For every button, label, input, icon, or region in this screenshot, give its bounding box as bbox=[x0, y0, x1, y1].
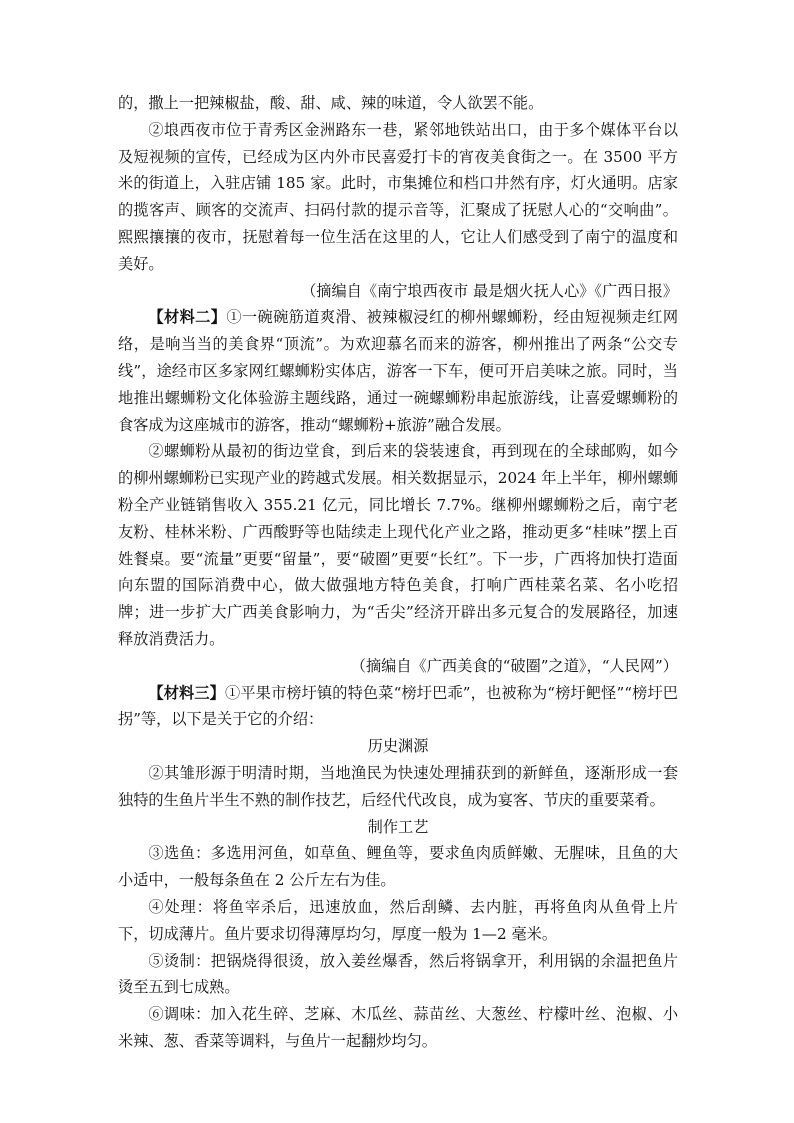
material-two-text: ①一碗碗筋道爽滑、被辣椒浸红的柳州螺蛳粉，经由短视频走红网络，是响当当的美食界“顶流”。为欢迎慕名而来的游客，柳州推出了两条“公交专线”，途经市区多家网红螺蛳粉实体店，游客一下车，便可开启美味之旅。同时，当地推出螺蛳粉文化体验游主题线路，通过一碗螺蛳粉串起旅游线，让喜爱螺蛳粉的食客成为这座城市的游客，推动“螺蛳粉+旅游”融合发展。 bbox=[118, 308, 679, 434]
document-body bbox=[118, 90, 678, 1055]
paragraph-select-fish: ③选鱼：多选用河鱼，如草鱼、鲤鱼等，要求鱼肉质鲜嫩、无腥味，且鱼的大小适中，一般每条鱼在 2 公斤左右为佳。 bbox=[118, 844, 678, 890]
paragraph-material-two-1 bbox=[118, 304, 678, 438]
paragraph-process: ④处理：将鱼宰杀后，迅速放血，然后刮鳞、去内脏，再将鱼肉从鱼骨上片下，切成薄片。鱼片要求切得薄厚均匀，厚度一般为 1—2 毫米。 bbox=[118, 897, 678, 943]
paragraph-material-two-2: ②螺蛳粉从最初的街边堂食，到后来的袋装速食，再到现在的全球邮购，如今的柳州螺蛳粉已实现产业的跨越式发展。相关数据显示，2024 年上半年，柳州螺蛳粉全产业链销售收入 355.21 亿元，同比增长 7.7%。继柳州螺蛳粉之后，南宁老友粉、桂林米粉、广西酸野等也陆续走上现代化产业之路，推动更多“桂味”摆上百姓餐桌。要“流量”更要“留量”，要“破圈”更要“长红”。下一步，广西将加快打造面向东盟的国际消费中心，做大做强地方特色美食，打响广西桂菜名菜、名小吃招牌；进一步扩大广西美食影响力，为“舌尖”经济开辟出多元复合的发展路径，加速释放消费活力。 bbox=[118, 442, 678, 648]
paragraph-history: ②其雏形源于明清时期，当地渔民为快速处理捕获到的新鲜鱼，逐渐形成一套独特的生鱼片半生不熟的制作技艺，后经代代改良，成为宴客、节庆的重要菜肴。 bbox=[118, 763, 678, 809]
paragraph-material-three-1 bbox=[118, 680, 678, 734]
paragraph-season: ⑥调味：加入花生碎、芝麻、木瓜丝、蒜苗丝、大葱丝、柠檬叶丝、泡椒、小米辣、葱、香菜等调料，与鱼片一起翻炒均匀。 bbox=[118, 1005, 678, 1050]
material-two-label: 【材料二】 bbox=[148, 308, 227, 327]
material-three-label: 【材料三】 bbox=[148, 683, 226, 702]
source-citation-1: （摘编自《南宁埌西夜市 最是烟火抚人心》《广西日报》 bbox=[301, 281, 678, 300]
heading-craft: 制作工艺 bbox=[367, 817, 429, 836]
paragraph-continuation: 的，撒上一把辣椒盐，酸、甜、咸、辣的味道，令人欲罢不能。 bbox=[118, 94, 544, 112]
paragraph-night-market: ②埌西夜市位于青秀区金洲路东一巷，紧邻地铁站出口，由于多个媒体平台以及短视频的宣传，已经成为区内外市民喜爱打卡的宵夜美食街之一。在 3500 平方米的街道上，入驻店铺 185 家。此时，市集摊位和档口井然有序，灯火通明。店家的揽客声、顾客的交流声、扫码付款的提示音等，汇聚成了抚慰人心的“交响曲”。熙熙攘攘的夜市，抚慰着每一位生活在这里的人，它让人们感受到了南宁的温度和美好。 bbox=[118, 120, 678, 273]
paragraph-blanch: ⑤烫制：把锅烧得很烫，放入姜丝爆香，然后将锅拿开，利用锅的余温把鱼片烫至五到七成熟。 bbox=[118, 951, 678, 997]
material-three-text: ①平果市榜圩镇的特色菜“榜圩巴乖”，也被称为“榜圩鲃怪”“榜圩巴拐”等，以下是关于它的介绍： bbox=[118, 683, 678, 729]
heading-history: 历史渊源 bbox=[367, 737, 429, 756]
source-citation-2: （摘编自《广西美食的“破圈”之道》，“人民网”） bbox=[350, 656, 678, 675]
